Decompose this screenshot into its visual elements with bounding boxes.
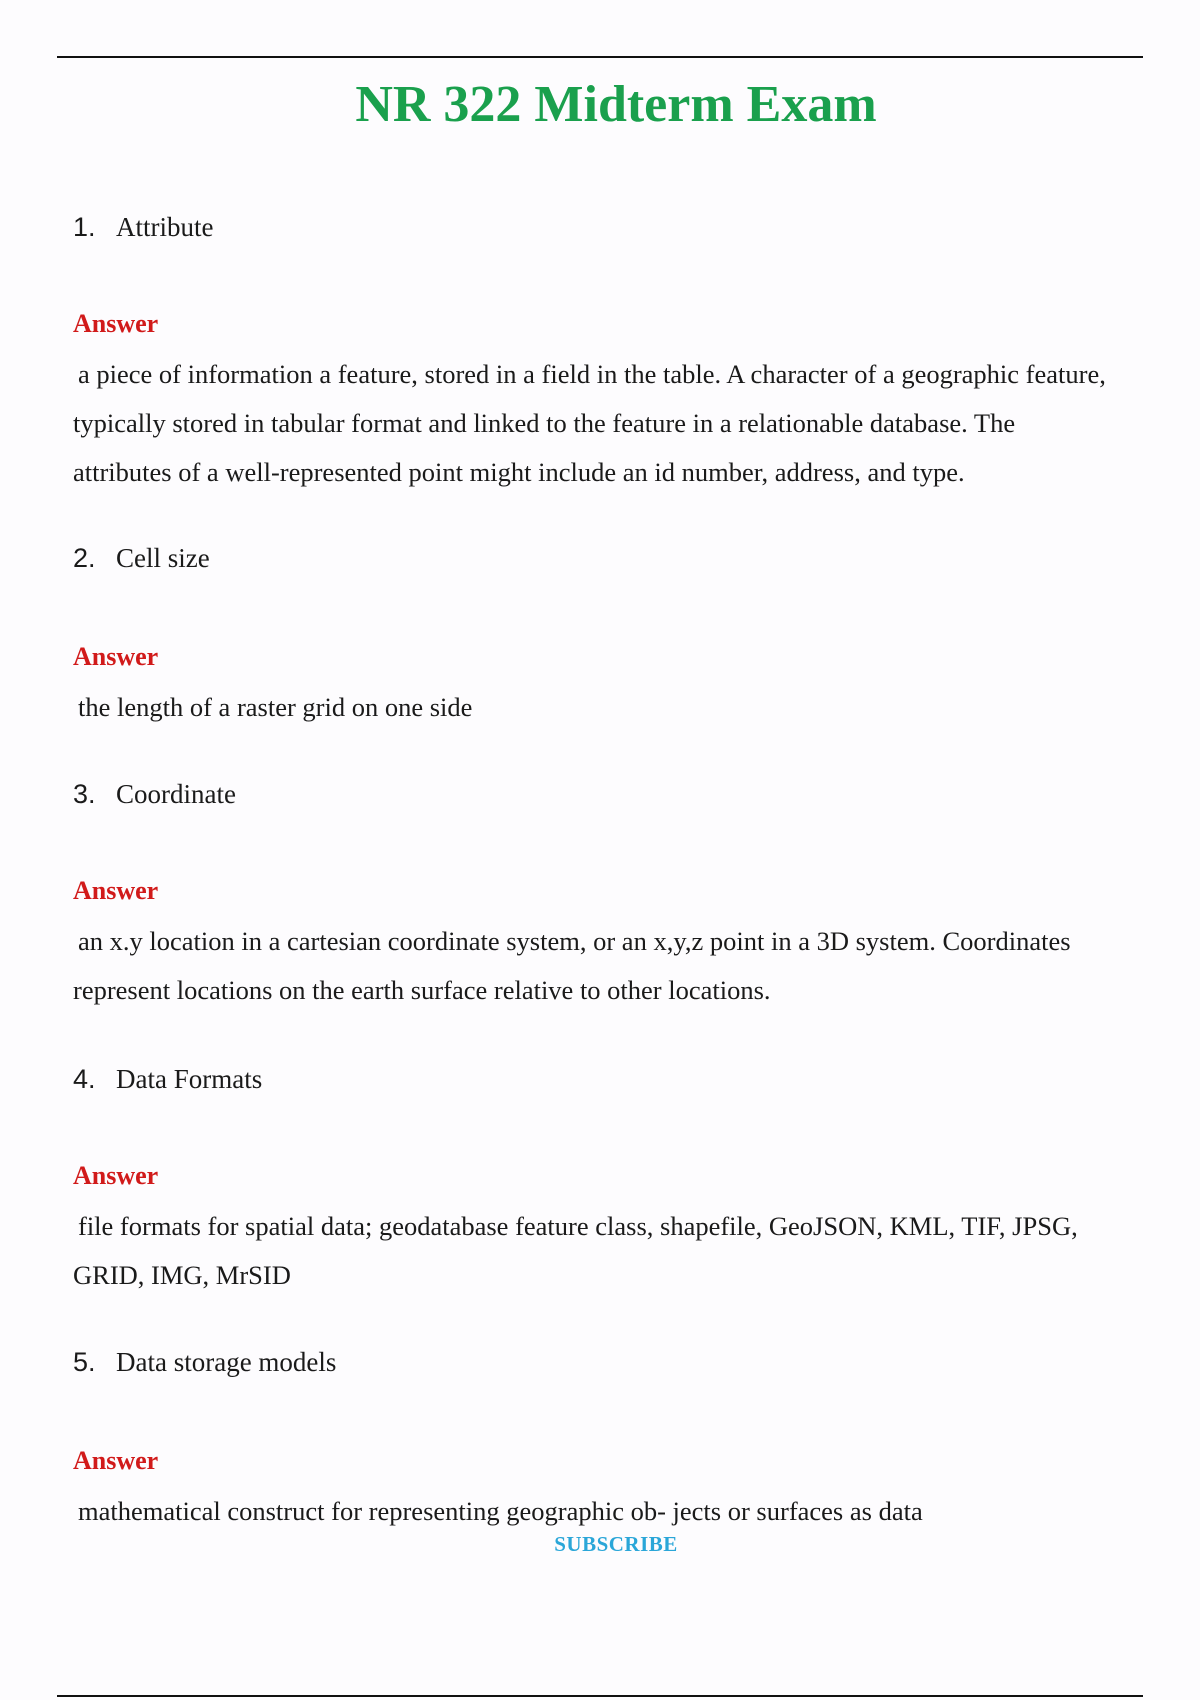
question-number: 1. bbox=[73, 212, 96, 242]
question-4 bbox=[73, 1062, 262, 1096]
answer-3 bbox=[73, 917, 1153, 1015]
question-text: Cell size bbox=[116, 543, 210, 573]
answer-2 bbox=[73, 683, 1153, 732]
question-5 bbox=[73, 1345, 336, 1379]
answer-line: GRID, IMG, MrSID bbox=[73, 1260, 291, 1290]
question-number: 3. bbox=[73, 779, 96, 809]
page-title: NR 322 Midterm Exam bbox=[355, 76, 877, 133]
answer-line: mathematical construct for representing geographic ob- jects or surfaces as data bbox=[78, 1496, 923, 1526]
question-text: Attribute bbox=[116, 212, 214, 242]
question-3 bbox=[73, 777, 236, 811]
answer-label: Answer bbox=[73, 876, 159, 905]
answer-label: Answer bbox=[73, 642, 159, 671]
answer-label: Answer bbox=[73, 1446, 159, 1475]
question-text: Coordinate bbox=[116, 779, 236, 809]
answer-1 bbox=[73, 350, 1153, 497]
top-divider bbox=[57, 56, 1143, 58]
question-2 bbox=[73, 541, 210, 575]
answer-line: typically stored in tabular format and linked to the feature in a relationable database. The bbox=[73, 408, 1016, 438]
question-text: Data storage models bbox=[116, 1347, 337, 1377]
answer-line: represent locations on the earth surface relative to other locations. bbox=[73, 975, 771, 1005]
question-number: 4. bbox=[73, 1064, 96, 1094]
answer-4 bbox=[73, 1202, 1153, 1300]
question-1 bbox=[73, 210, 213, 244]
bottom-divider bbox=[57, 1695, 1143, 1697]
answer-5 bbox=[73, 1487, 1153, 1536]
question-number: 5. bbox=[73, 1347, 96, 1377]
answer-line: attributes of a well-represented point might include an id number, address, and type. bbox=[73, 457, 965, 487]
answer-line: a piece of information a feature, stored in a field in the table. A character of a geographic feature, bbox=[78, 359, 1106, 389]
subscribe-link[interactable]: SUBSCRIBE bbox=[554, 1532, 678, 1556]
answer-line: the length of a raster grid on one side bbox=[78, 692, 473, 722]
answer-line: file formats for spatial data; geodatabase feature class, shapefile, GeoJSON, KML, TIF, JPSG, bbox=[78, 1211, 1078, 1241]
question-number: 2. bbox=[73, 543, 96, 573]
answer-label: Answer bbox=[73, 1161, 159, 1190]
question-text: Data Formats bbox=[116, 1064, 263, 1094]
answer-line: an x.y location in a cartesian coordinate system, or an x,y,z point in a 3D system. Coordinates bbox=[78, 926, 1071, 956]
answer-label: Answer bbox=[73, 309, 159, 338]
